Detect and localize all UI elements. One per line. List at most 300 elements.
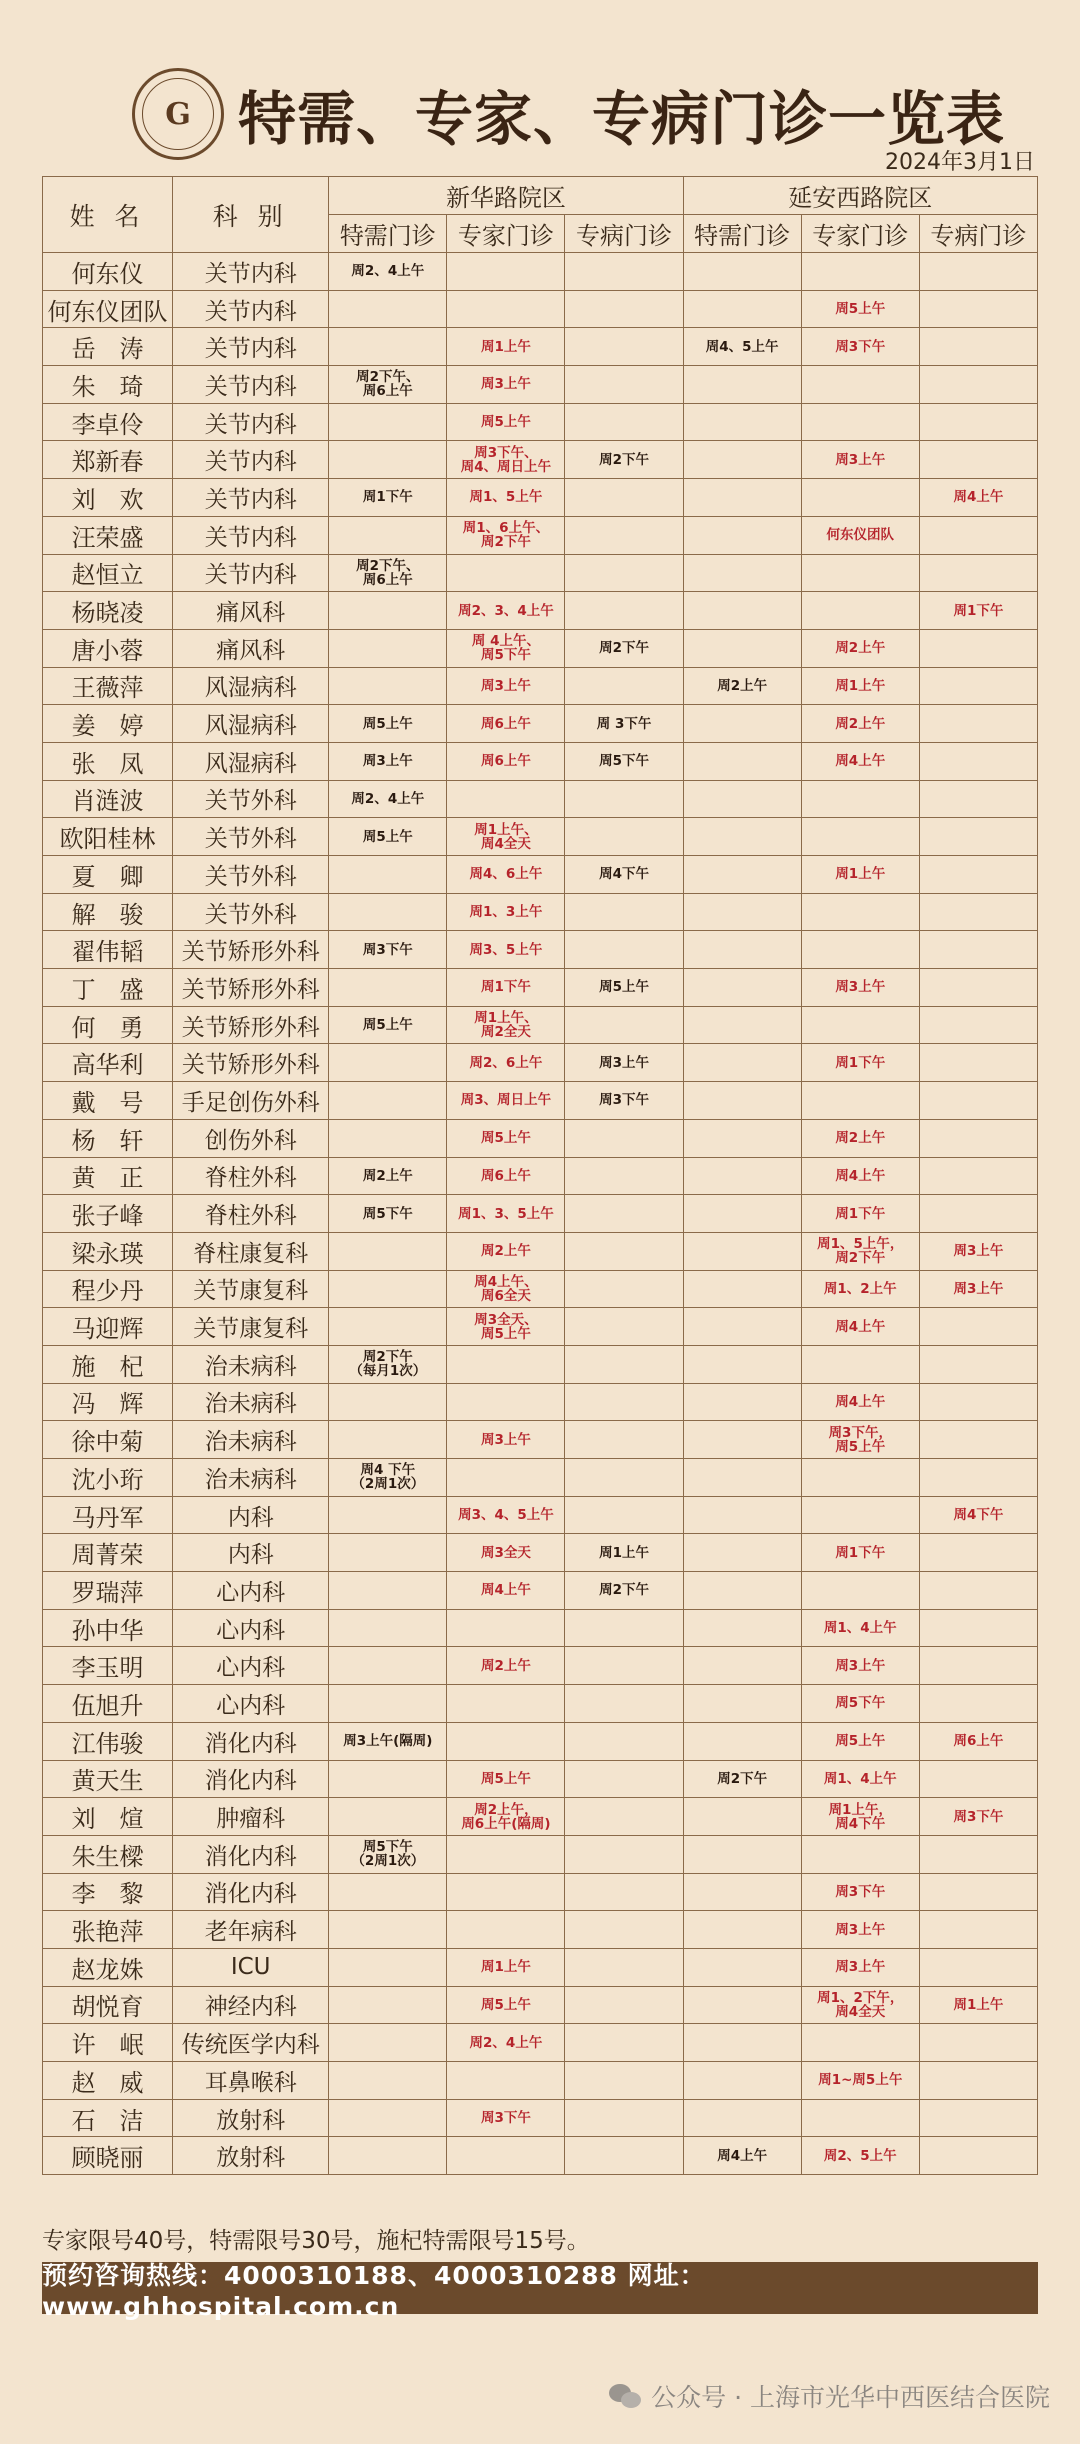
schedule-cell: 周3下午， 周5上午: [801, 1421, 919, 1459]
schedule-cell: [329, 1082, 447, 1120]
schedule-cell: [801, 1345, 919, 1383]
schedule-cell: [801, 554, 919, 592]
table-row: [43, 1647, 1038, 1685]
schedule-cell: [801, 1082, 919, 1120]
table-row: [43, 1044, 1038, 1082]
doctor-name: 杨 轩: [43, 1119, 173, 1157]
department: 消化内科: [173, 1722, 329, 1760]
schedule-cell: 周2、5上午: [801, 2137, 919, 2175]
department: 风湿病科: [173, 667, 329, 705]
department: 心内科: [173, 1572, 329, 1610]
schedule-cell: [565, 1383, 683, 1421]
schedule-cell: [919, 2099, 1037, 2137]
doctor-name: 梁永瑛: [43, 1232, 173, 1270]
schedule-cell: [919, 516, 1037, 554]
schedule-cell: [565, 1157, 683, 1195]
schedule-cell: [919, 290, 1037, 328]
table-row: [43, 969, 1038, 1007]
schedule-cell: [683, 253, 801, 291]
quota-note: 专家限号40号，特需限号30号，施杞特需限号15号。: [42, 2228, 590, 2254]
department: 治未病科: [173, 1421, 329, 1459]
schedule-cell: [919, 328, 1037, 366]
schedule-cell: [447, 2062, 565, 2100]
schedule-cell: [447, 290, 565, 328]
table-row: [43, 667, 1038, 705]
schedule-cell: [919, 1911, 1037, 1949]
doctor-name: 朱 琦: [43, 366, 173, 404]
schedule-cell: [565, 1232, 683, 1270]
schedule-cell: [683, 1496, 801, 1534]
schedule-cell: 周4下午: [919, 1496, 1037, 1534]
doctor-name: 李玉明: [43, 1647, 173, 1685]
schedule-cell: [683, 1798, 801, 1836]
schedule-cell: 周2上午: [447, 1647, 565, 1685]
department: 关节康复科: [173, 1308, 329, 1346]
schedule-cell: [683, 1609, 801, 1647]
schedule-cell: [565, 1195, 683, 1233]
schedule-cell: [565, 667, 683, 705]
table-row: [43, 629, 1038, 667]
doctor-name: 罗瑞萍: [43, 1572, 173, 1610]
schedule-cell: 周2上午: [329, 1157, 447, 1195]
schedule-cell: [329, 856, 447, 894]
hospital-logo: [132, 68, 224, 160]
schedule-cell: [683, 1421, 801, 1459]
schedule-cell: 周3下午: [801, 1873, 919, 1911]
schedule-cell: [683, 1911, 801, 1949]
schedule-cell: 周6上午: [919, 1722, 1037, 1760]
schedule-cell: 周3上午: [919, 1270, 1037, 1308]
schedule-cell: [565, 290, 683, 328]
department: 放射科: [173, 2137, 329, 2175]
department: 心内科: [173, 1609, 329, 1647]
department: 脊柱外科: [173, 1157, 329, 1195]
schedule-cell: [919, 1383, 1037, 1421]
schedule-body: [43, 253, 1038, 2175]
schedule-cell: [565, 366, 683, 404]
schedule-cell: [683, 893, 801, 931]
schedule-cell: 周3、5上午: [447, 931, 565, 969]
doctor-name: 黄天生: [43, 1760, 173, 1798]
schedule-cell: [683, 1082, 801, 1120]
schedule-cell: 周3、周日上午: [447, 1082, 565, 1120]
doctor-name: 马丹军: [43, 1496, 173, 1534]
schedule-cell: [329, 969, 447, 1007]
doctor-name: 夏 卿: [43, 856, 173, 894]
schedule-cell: [683, 592, 801, 630]
schedule-cell: 周2下午: [565, 441, 683, 479]
schedule-cell: 周3全天: [447, 1534, 565, 1572]
schedule-cell: [919, 1082, 1037, 1120]
schedule-cell: [683, 1119, 801, 1157]
department: 关节内科: [173, 479, 329, 517]
schedule-cell: 周3上午: [919, 1232, 1037, 1270]
schedule-cell: 周3上午: [801, 441, 919, 479]
schedule-cell: [329, 1421, 447, 1459]
doctor-name: 黄 正: [43, 1157, 173, 1195]
schedule-cell: [801, 1006, 919, 1044]
schedule-cell: [565, 1006, 683, 1044]
department: 关节内科: [173, 516, 329, 554]
schedule-cell: 周5下午: [329, 1195, 447, 1233]
schedule-cell: 周2下午、 周6上午: [329, 366, 447, 404]
table-row: [43, 1195, 1038, 1233]
schedule-cell: [565, 2099, 683, 2137]
department: 内科: [173, 1534, 329, 1572]
schedule-cell: [329, 1948, 447, 1986]
schedule-cell: [565, 328, 683, 366]
department: 传统医学内科: [173, 2024, 329, 2062]
schedule-cell: 周1上午: [801, 667, 919, 705]
schedule-cell: [919, 1835, 1037, 1873]
department: 关节外科: [173, 780, 329, 818]
schedule-cell: [329, 403, 447, 441]
schedule-table: [42, 176, 1038, 2175]
schedule-cell: [329, 290, 447, 328]
schedule-cell: [919, 742, 1037, 780]
schedule-cell: [329, 441, 447, 479]
schedule-cell: [329, 1873, 447, 1911]
schedule-cell: [565, 2137, 683, 2175]
schedule-cell: 周 4上午、 周5下午: [447, 629, 565, 667]
schedule-cell: 周2下午、 周6上午: [329, 554, 447, 592]
schedule-cell: [683, 1647, 801, 1685]
schedule-cell: [801, 2024, 919, 2062]
department: 内科: [173, 1496, 329, 1534]
schedule-cell: 周1、5上午: [447, 479, 565, 517]
schedule-cell: [565, 780, 683, 818]
table-row: [43, 1948, 1038, 1986]
table-row: [43, 856, 1038, 894]
table-row: [43, 592, 1038, 630]
schedule-cell: [329, 1308, 447, 1346]
schedule-cell: [919, 629, 1037, 667]
doctor-name: 张子峰: [43, 1195, 173, 1233]
doctor-name: 高华利: [43, 1044, 173, 1082]
schedule-cell: 周4上午: [801, 742, 919, 780]
schedule-cell: [565, 1345, 683, 1383]
table-row: [43, 1911, 1038, 1949]
schedule-cell: [329, 1572, 447, 1610]
table-row: [43, 1119, 1038, 1157]
schedule-cell: [801, 2099, 919, 2137]
schedule-cell: 周2下午: [683, 1760, 801, 1798]
schedule-cell: [683, 2099, 801, 2137]
schedule-cell: 周5上午: [329, 1006, 447, 1044]
logo-mark: G: [142, 78, 214, 150]
schedule-cell: [329, 667, 447, 705]
table-row: [43, 1760, 1038, 1798]
schedule-cell: [683, 1534, 801, 1572]
schedule-cell: 周4、6上午: [447, 856, 565, 894]
schedule-cell: 周1、2下午， 周4全天: [801, 1986, 919, 2024]
schedule-cell: 周4下午: [565, 856, 683, 894]
table-row: [43, 1534, 1038, 1572]
schedule-cell: [919, 441, 1037, 479]
schedule-cell: 周1上午、 周4全天: [447, 818, 565, 856]
schedule-cell: [565, 1496, 683, 1534]
table-row: [43, 1873, 1038, 1911]
department: 痛风科: [173, 592, 329, 630]
schedule-cell: [447, 1609, 565, 1647]
doctor-name: 王薇萍: [43, 667, 173, 705]
table-row: [43, 1459, 1038, 1497]
department: 关节内科: [173, 366, 329, 404]
schedule-cell: [683, 366, 801, 404]
doctor-name: 何东仪: [43, 253, 173, 291]
schedule-cell: [565, 2024, 683, 2062]
schedule-cell: [683, 818, 801, 856]
schedule-cell: [447, 1345, 565, 1383]
table-row: [43, 1496, 1038, 1534]
schedule-cell: 周3下午: [919, 1798, 1037, 1836]
schedule-cell: [565, 479, 683, 517]
schedule-cell: [565, 1835, 683, 1873]
schedule-cell: [329, 1534, 447, 1572]
schedule-cell: 周1上午: [565, 1534, 683, 1572]
schedule-cell: 何东仪团队: [801, 516, 919, 554]
schedule-cell: 周2上午: [801, 1119, 919, 1157]
schedule-cell: [919, 1760, 1037, 1798]
schedule-cell: 周1、2上午: [801, 1270, 919, 1308]
schedule-cell: 周2上午， 周6上午(隔周): [447, 1798, 565, 1836]
footer-text: 公众号 · 上海市光华中西医结合医院: [651, 2383, 1050, 2412]
department: 风湿病科: [173, 705, 329, 743]
schedule-cell: [329, 629, 447, 667]
table-row: [43, 554, 1038, 592]
schedule-cell: 周1下午: [919, 592, 1037, 630]
schedule-cell: [919, 1459, 1037, 1497]
schedule-cell: [683, 1195, 801, 1233]
schedule-cell: [447, 554, 565, 592]
table-row: [43, 1986, 1038, 2024]
schedule-cell: 周3下午: [801, 328, 919, 366]
table-row: [43, 1685, 1038, 1723]
doctor-name: 丁 盛: [43, 969, 173, 1007]
department: 消化内科: [173, 1760, 329, 1798]
schedule-cell: [565, 818, 683, 856]
table-row: [43, 1609, 1038, 1647]
wechat-icon: [609, 2382, 643, 2410]
schedule-cell: [919, 705, 1037, 743]
doctor-name: 戴 号: [43, 1082, 173, 1120]
schedule-cell: 周5上午: [565, 969, 683, 1007]
schedule-cell: [683, 516, 801, 554]
header-name: 姓 名: [43, 177, 173, 253]
schedule-cell: [329, 592, 447, 630]
department: 肿瘤科: [173, 1798, 329, 1836]
schedule-cell: [919, 1609, 1037, 1647]
schedule-cell: [919, 554, 1037, 592]
schedule-cell: [683, 2024, 801, 2062]
table-row: [43, 290, 1038, 328]
header: [0, 0, 1080, 175]
schedule-cell: [565, 1609, 683, 1647]
doctor-name: 徐中菊: [43, 1421, 173, 1459]
header-sub: 专病门诊: [919, 215, 1037, 253]
doctor-name: 刘 煊: [43, 1798, 173, 1836]
doctor-name: 周菁荣: [43, 1534, 173, 1572]
schedule-cell: [447, 1459, 565, 1497]
schedule-cell: 周5上午: [801, 1722, 919, 1760]
doctor-name: 姜 婷: [43, 705, 173, 743]
table-row: [43, 1722, 1038, 1760]
table-row: [43, 1157, 1038, 1195]
schedule-cell: [919, 1421, 1037, 1459]
schedule-cell: [565, 1308, 683, 1346]
schedule-cell: 周2、4上午: [447, 2024, 565, 2062]
schedule-cell: 周2、4上午: [329, 253, 447, 291]
schedule-cell: 周2下午: [565, 1572, 683, 1610]
schedule-cell: [565, 1798, 683, 1836]
doctor-name: 肖涟波: [43, 780, 173, 818]
department: 耳鼻喉科: [173, 2062, 329, 2100]
schedule-cell: [919, 1119, 1037, 1157]
department: 脊柱康复科: [173, 1232, 329, 1270]
schedule-cell: [447, 1685, 565, 1723]
schedule-cell: [801, 592, 919, 630]
schedule-cell: 周2下午: [565, 629, 683, 667]
department: 关节内科: [173, 290, 329, 328]
schedule-cell: [919, 893, 1037, 931]
doctor-name: 伍旭升: [43, 1685, 173, 1723]
schedule-cell: 周1下午: [801, 1534, 919, 1572]
table-row: [43, 403, 1038, 441]
schedule-cell: [683, 629, 801, 667]
schedule-cell: 周2、3、4上午: [447, 592, 565, 630]
table-row: [43, 479, 1038, 517]
schedule-cell: [565, 1911, 683, 1949]
schedule-cell: [683, 1157, 801, 1195]
schedule-cell: 周2下午 （每月1次）: [329, 1345, 447, 1383]
schedule-cell: [919, 1157, 1037, 1195]
table-row: [43, 2062, 1038, 2100]
department: 消化内科: [173, 1835, 329, 1873]
schedule-cell: [801, 1572, 919, 1610]
schedule-cell: [919, 856, 1037, 894]
table-row: [43, 1421, 1038, 1459]
schedule-cell: [683, 1232, 801, 1270]
schedule-cell: 周1~周5上午: [801, 2062, 919, 2100]
schedule-cell: 周3上午: [447, 1421, 565, 1459]
schedule-cell: 周1上午: [447, 328, 565, 366]
schedule-cell: [329, 1760, 447, 1798]
schedule-cell: [683, 2062, 801, 2100]
schedule-cell: 周5上午: [447, 1119, 565, 1157]
department: ICU: [173, 1948, 329, 1986]
doctor-name: 汪荣盛: [43, 516, 173, 554]
schedule-cell: [919, 1345, 1037, 1383]
department: 关节内科: [173, 441, 329, 479]
schedule-cell: [329, 1647, 447, 1685]
schedule-cell: 周4上午: [919, 479, 1037, 517]
schedule-cell: [329, 1798, 447, 1836]
doctor-name: 赵龙姝: [43, 1948, 173, 1986]
header-dept: 科 别: [173, 177, 329, 253]
department: 风湿病科: [173, 742, 329, 780]
schedule-cell: [447, 2137, 565, 2175]
schedule-cell: [683, 1685, 801, 1723]
doctor-name: 郑新春: [43, 441, 173, 479]
schedule-cell: 周5下午: [565, 742, 683, 780]
publish-date: 2024年3月1日: [885, 150, 1035, 175]
doctor-name: 何东仪团队: [43, 290, 173, 328]
department: 手足创伤外科: [173, 1082, 329, 1120]
schedule-cell: 周5上午: [447, 403, 565, 441]
schedule-cell: [919, 1572, 1037, 1610]
schedule-cell: 周2、6上午: [447, 1044, 565, 1082]
hotline-banner: 预约咨询热线：4000310188、4000310288 网址：www.ghhospital.com.cn: [42, 2262, 1038, 2314]
doctor-name: 石 洁: [43, 2099, 173, 2137]
schedule-cell: [801, 253, 919, 291]
department: 关节矫形外科: [173, 1006, 329, 1044]
department: 神经内科: [173, 1986, 329, 2024]
schedule-cell: [683, 1835, 801, 1873]
table-row: [43, 893, 1038, 931]
schedule-cell: [329, 328, 447, 366]
schedule-cell: 周6上午: [447, 705, 565, 743]
schedule-cell: [565, 403, 683, 441]
schedule-cell: [565, 516, 683, 554]
schedule-cell: [565, 253, 683, 291]
schedule-cell: 周1下午: [329, 479, 447, 517]
doctor-name: 马迎辉: [43, 1308, 173, 1346]
schedule-cell: [565, 2062, 683, 2100]
table-row: [43, 1798, 1038, 1836]
schedule-cell: 周2上午: [447, 1232, 565, 1270]
schedule-cell: [919, 1647, 1037, 1685]
schedule-cell: [683, 403, 801, 441]
schedule-cell: [565, 1948, 683, 1986]
schedule-cell: [447, 253, 565, 291]
schedule-cell: 周2上午: [683, 667, 801, 705]
schedule-cell: 周3下午: [565, 1082, 683, 1120]
schedule-cell: [919, 1044, 1037, 1082]
department: 老年病科: [173, 1911, 329, 1949]
schedule-cell: 周4上午: [801, 1157, 919, 1195]
schedule-cell: 周1、3、5上午: [447, 1195, 565, 1233]
doctor-name: 程少丹: [43, 1270, 173, 1308]
schedule-cell: [447, 1383, 565, 1421]
department: 心内科: [173, 1647, 329, 1685]
schedule-cell: [683, 1722, 801, 1760]
schedule-cell: [565, 1459, 683, 1497]
schedule-cell: [683, 1383, 801, 1421]
schedule-cell: [919, 1534, 1037, 1572]
table-row: [43, 1270, 1038, 1308]
schedule-cell: [683, 1572, 801, 1610]
department: 关节康复科: [173, 1270, 329, 1308]
schedule-cell: [683, 780, 801, 818]
schedule-cell: [565, 1722, 683, 1760]
schedule-cell: [683, 1459, 801, 1497]
schedule-cell: [329, 1496, 447, 1534]
department: 心内科: [173, 1685, 329, 1723]
table-row: [43, 742, 1038, 780]
schedule-cell: 周5上午: [329, 818, 447, 856]
schedule-cell: [329, 2099, 447, 2137]
schedule-cell: [919, 1006, 1037, 1044]
schedule-cell: 周1、4上午: [801, 1609, 919, 1647]
schedule-cell: [919, 253, 1037, 291]
department: 放射科: [173, 2099, 329, 2137]
schedule-cell: [801, 1835, 919, 1873]
header-campus-yananxi: 延安西路院区: [683, 177, 1037, 215]
schedule-cell: 周4上午: [683, 2137, 801, 2175]
department: 关节内科: [173, 554, 329, 592]
schedule-cell: [683, 969, 801, 1007]
schedule-cell: 周1、4上午: [801, 1760, 919, 1798]
